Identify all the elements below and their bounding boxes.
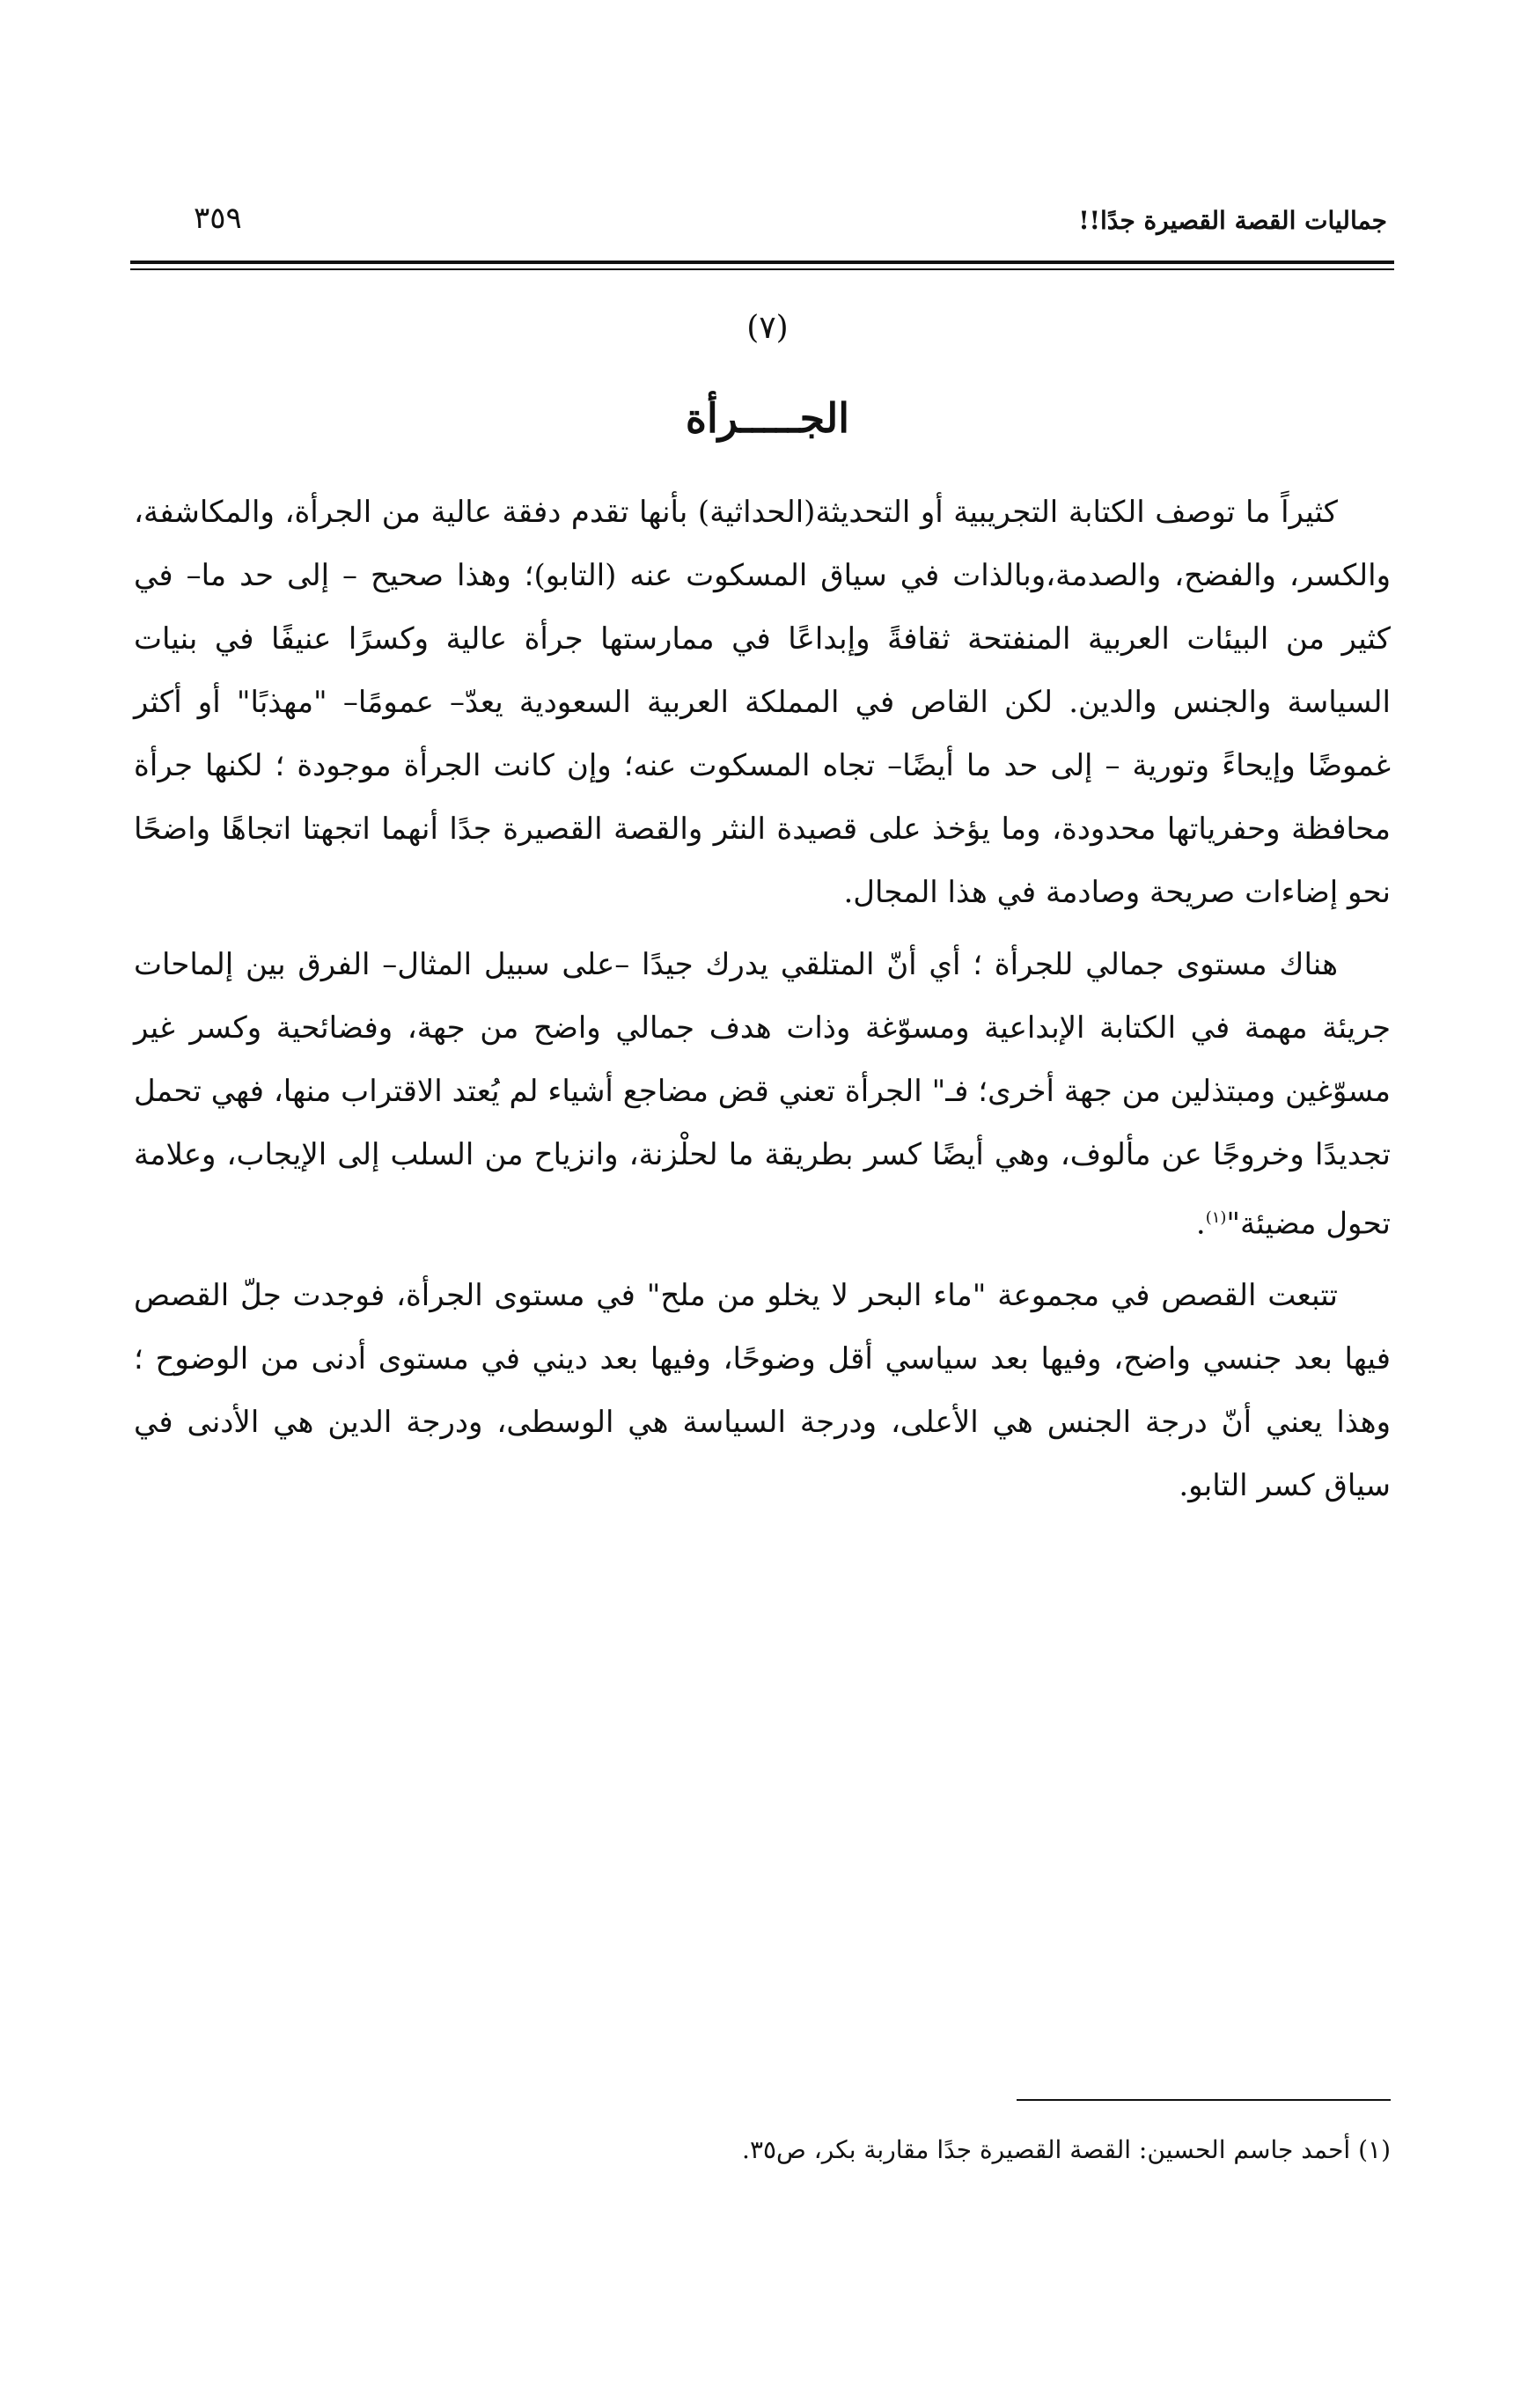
chapter-number: (٧): [746, 310, 789, 346]
footnote-rule: [1017, 2099, 1391, 2101]
paragraph: [134, 933, 1391, 1255]
paragraph: تتبعت القصص في مجموعة "ماء البحر لا يخلو من ملح" في مستوى الجرأة، فوجدت جلّ القصص فيها بعد جنسي واضح، وفيها بعد سياسي أقل وضوحًا، وفيها بعد ديني في مستوى أدنى من الوضوح ؛ وهذا يعني أنّ درجة الجنس هي الأعلى، ودرجة السياسة هي الوسطى، ودرجة الدين هي الأدنى في سياق كسر التابو.: [134, 1278, 1391, 1504]
footnote: (١) أحمد جاسم الحسين: القصة القصيرة جدًا مقاربة بكر، ص٣٥.: [742, 2135, 1391, 2164]
header-rule-thin: [130, 268, 1394, 270]
chapter-title: الجـــــرأة: [685, 394, 850, 442]
page-number: ٣٥٩: [194, 201, 242, 236]
page-header: [176, 201, 1387, 253]
paragraph-tail: .: [1195, 1206, 1206, 1242]
paragraph-text: هناك مستوى جمالي للجرأة ؛ أي أنّ المتلقي يدرك جيدًا –على سبيل المثال– الفرق بين إلماحات جريئة مهمة في الكتابة الإبداعية ومسوّغة وذات هدف جمالي واضح من جهة، وفضائحية وكسر غير مسوّغين ومبتذلين من جهة أخرى؛ فـ" الجرأة تعني قض مضاجع أشياء لم يُعتد الاقتراب منها، فهي تحمل تجديدًا وخروجًا عن مألوف، وهي أيضًا كسر بطريقة ما لحلْزنة، وانزياح من السلب إلى الإيجاب، وعلامة تحول مضيئة": [134, 947, 1391, 1242]
paragraph: كثيراً ما توصف الكتابة التجريبية أو التحديثة(الحداثية) بأنها تقدم دفقة عالية من الجرأة، والمكاشفة، والكسر، والفضح، والصدمة،وبالذات في سياق المسكوت عنه (التابو)؛ وهذا صحيح – إلى حد ما– في كثير من البيئات العربية المنفتحة ثقافةً وإبداعًا في ممارستها جرأة عالية وكسرًا عنيفًا في بنيات السياسة والجنس والدين. لكن القاص في المملكة العربية السعودية يعدّ– عمومًا– "مهذبًا" أو أكثر غموضًا وإيحاءً وتورية – إلى حد ما أيضًا– تجاه المسكوت عنه؛ وإن كانت الجرأة موجودة ؛ لكنها جرأة محافظة وحفرياتها محدودة، وما يؤخذ على قصيدة النثر والقصة القصيرة جدًا أنهما اتجهتا اتجاهًا واضحًا نحو إضاءات صريحة وصادمة في هذا المجال.: [134, 495, 1391, 910]
running-title: جماليات القصة القصيرة جدًا!!: [1078, 206, 1387, 235]
header-rule-thick: [130, 261, 1394, 264]
footnote-ref: (١): [1205, 1208, 1227, 1227]
body-text: [134, 481, 1391, 1517]
